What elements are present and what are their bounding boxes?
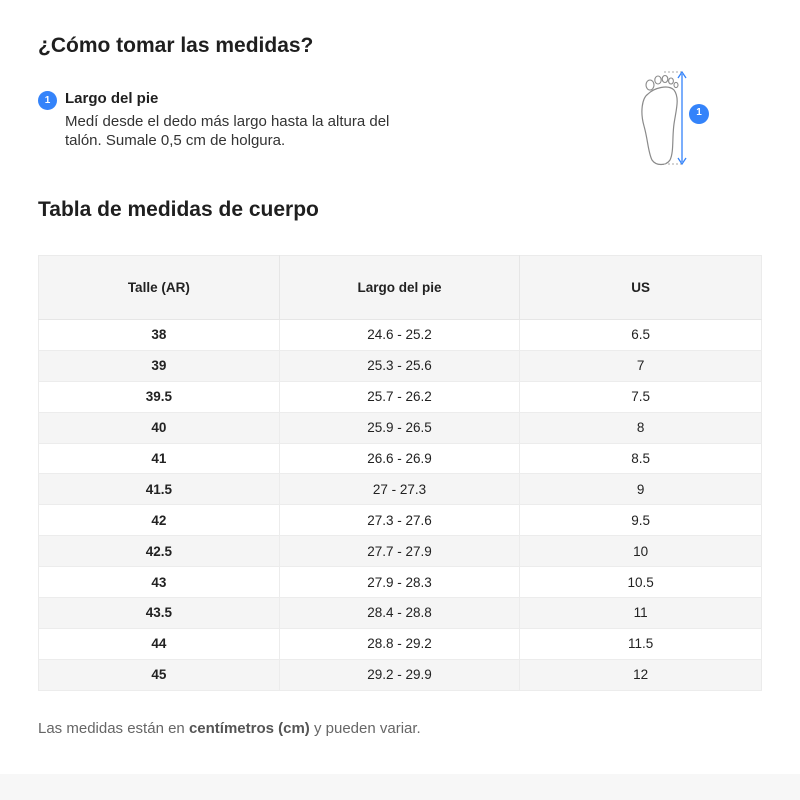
size-cell: 41.5 — [39, 474, 280, 505]
foot-length-cell: 25.9 - 26.5 — [279, 412, 520, 443]
size-cell: 44 — [39, 628, 280, 659]
foot-length-cell: 27 - 27.3 — [279, 474, 520, 505]
foot-length-cell: 29.2 - 29.9 — [279, 659, 520, 690]
step-number-badge: 1 — [38, 91, 57, 110]
size-cell: 45 — [39, 659, 280, 690]
units-note-bold: centímetros (cm) — [188, 720, 310, 737]
foot-length-cell: 27.9 - 28.3 — [279, 567, 520, 598]
foot-length-cell: 27.3 - 27.6 — [279, 505, 520, 536]
table-row — [39, 628, 762, 659]
bottom-band — [0, 774, 800, 800]
column-header-size: Talle (AR) — [39, 256, 280, 320]
table-row — [39, 598, 762, 629]
us-size-cell: 11 — [520, 598, 762, 629]
table-row — [39, 412, 762, 443]
table-row — [39, 536, 762, 567]
table-row — [39, 443, 762, 474]
table-row — [39, 505, 762, 536]
foot-length-cell: 27.7 - 27.9 — [279, 536, 520, 567]
table-row — [39, 350, 762, 381]
units-note-prefix: Las medidas están en — [38, 720, 189, 737]
size-cell: 40 — [39, 412, 280, 443]
table-row — [39, 567, 762, 598]
table-header-row — [39, 256, 762, 320]
size-cell: 38 — [39, 320, 280, 351]
size-cell: 39.5 — [39, 381, 280, 412]
size-cell: 43.5 — [39, 598, 280, 629]
foot-length-cell: 25.3 - 25.6 — [279, 350, 520, 381]
table-row — [39, 474, 762, 505]
foot-length-cell: 24.6 - 25.2 — [279, 320, 520, 351]
us-size-cell: 10.5 — [520, 567, 762, 598]
us-size-cell: 9 — [520, 474, 762, 505]
size-table-title: Tabla de medidas de cuerpo — [38, 198, 319, 221]
us-size-cell: 11.5 — [520, 628, 762, 659]
size-cell: 42.5 — [39, 536, 280, 567]
foot-length-cell: 25.7 - 26.2 — [279, 381, 520, 412]
foot-length-cell: 28.4 - 28.8 — [279, 598, 520, 629]
us-size-cell: 6.5 — [520, 320, 762, 351]
illustration-marker: 1 — [696, 107, 702, 118]
how-to-measure-title: ¿Cómo tomar las medidas? — [38, 34, 314, 57]
table-row — [39, 659, 762, 690]
units-note — [38, 720, 421, 737]
us-size-cell: 10 — [520, 536, 762, 567]
step-title: Largo del pie — [65, 90, 159, 107]
us-size-cell: 12 — [520, 659, 762, 690]
column-header-us: US — [520, 256, 762, 320]
size-table — [38, 255, 762, 691]
us-size-cell: 8 — [520, 412, 762, 443]
size-cell: 41 — [39, 443, 280, 474]
size-cell: 42 — [39, 505, 280, 536]
us-size-cell: 8.5 — [520, 443, 762, 474]
foot-measure-icon — [628, 68, 718, 168]
us-size-cell: 7 — [520, 350, 762, 381]
us-size-cell: 7.5 — [520, 381, 762, 412]
step-description: Medí desde el dedo más largo hasta la altura del talón. Sumale 0,5 cm de holgura. — [65, 113, 390, 149]
table-row — [39, 320, 762, 351]
us-size-cell: 9.5 — [520, 505, 762, 536]
size-cell: 43 — [39, 567, 280, 598]
column-header-foot-length: Largo del pie — [279, 256, 520, 320]
size-cell: 39 — [39, 350, 280, 381]
foot-length-cell: 28.8 - 29.2 — [279, 628, 520, 659]
foot-length-cell: 26.6 - 26.9 — [279, 443, 520, 474]
table-row — [39, 381, 762, 412]
units-note-suffix: y pueden variar. — [309, 720, 421, 737]
